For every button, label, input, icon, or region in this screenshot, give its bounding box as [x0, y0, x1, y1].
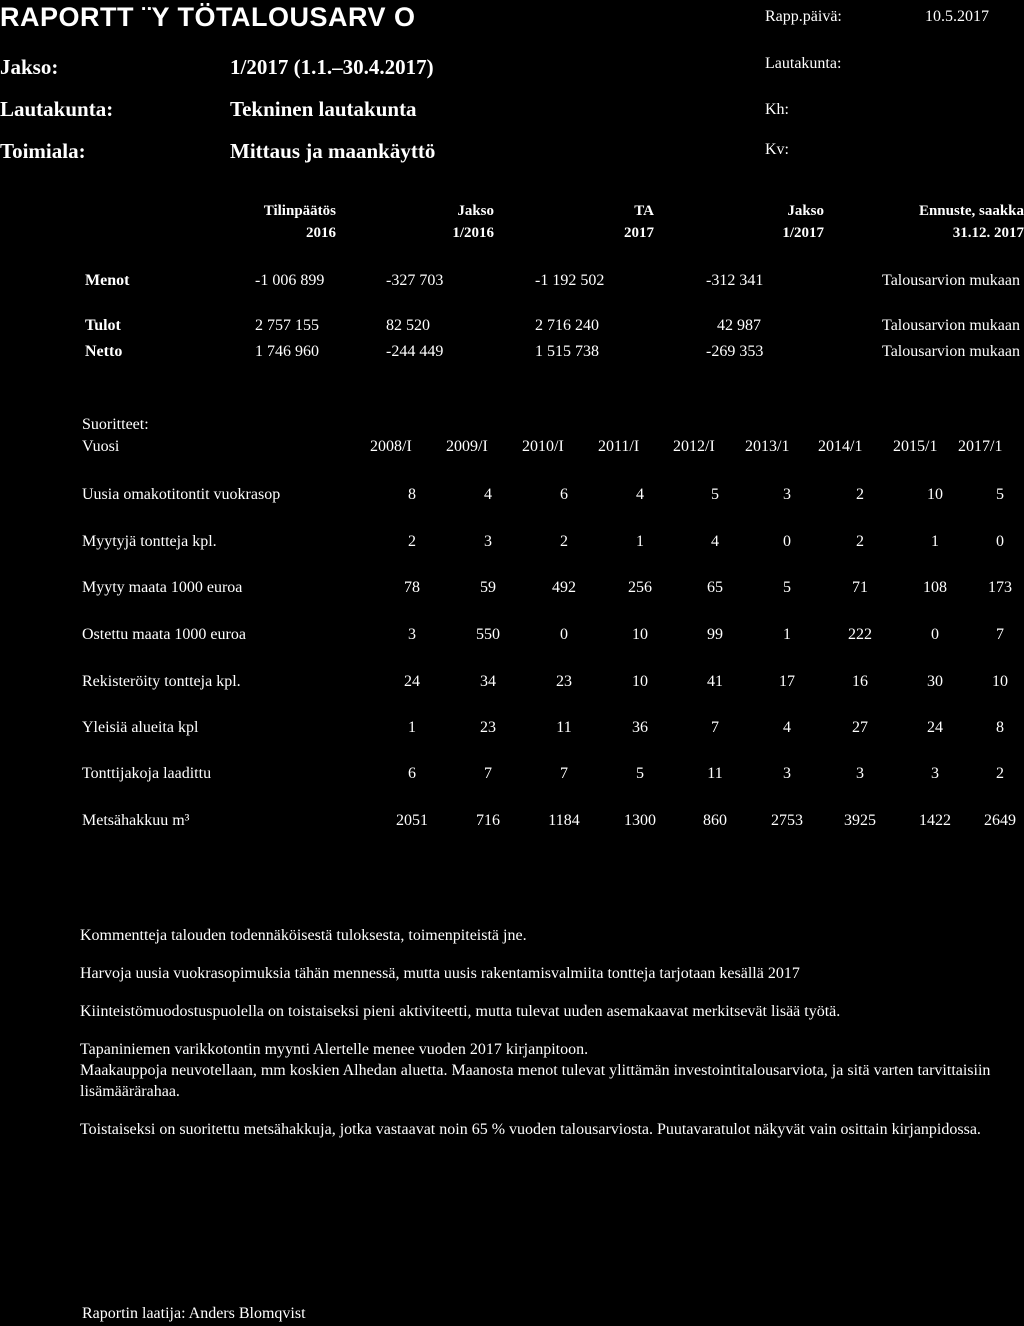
- report-date-label: Rapp.päivä:: [765, 8, 842, 25]
- performance-cell: 10: [632, 673, 648, 690]
- performance-cell: 71: [852, 579, 868, 596]
- finance-col-header-4: Jakso 1/2017: [782, 203, 824, 241]
- performance-cell: 2649: [984, 812, 1016, 829]
- performance-cell: 5: [783, 579, 791, 596]
- performance-cell: 6: [560, 486, 568, 503]
- performance-cell: 108: [923, 579, 947, 596]
- performance-cell: 550: [476, 626, 500, 643]
- performance-cell: 4: [484, 486, 492, 503]
- performance-cell: 3: [408, 626, 416, 643]
- performance-cell: 3: [931, 765, 939, 782]
- performance-cell: 41: [707, 673, 723, 690]
- finance-row-label: Tulot: [85, 317, 121, 334]
- performance-cell: 3: [484, 533, 492, 550]
- finance-col-header-2: Jakso 1/2016: [452, 203, 494, 241]
- performance-cell: 78: [404, 579, 420, 596]
- performance-cell: 0: [931, 626, 939, 643]
- performance-year-header: 2013/1: [745, 438, 790, 455]
- performance-cell: 24: [927, 719, 943, 736]
- finance-cell: -327 703: [386, 272, 444, 289]
- performance-year-header: 2015/1: [893, 438, 938, 455]
- comment-paragraph: Toistaiseksi on suoritettu metsähakkuja, jotka vastaavat noin 65 % vuoden talousarviosta. Puutavaratulot näkyvät vain osittain kirjanpidossa.: [80, 1121, 981, 1138]
- performance-cell: 3925: [844, 812, 876, 829]
- performance-cell: 1: [931, 533, 939, 550]
- performance-cell: 10: [632, 626, 648, 643]
- board-label: Lautakunta:: [0, 97, 114, 121]
- performance-cell: 2: [856, 486, 864, 503]
- performance-row-label: Uusia omakotitontit vuokrasop: [82, 486, 281, 503]
- performance-cell: 4: [783, 719, 791, 736]
- performance-cell: 2: [856, 533, 864, 550]
- performance-cell: 17: [779, 673, 795, 690]
- performance-cell: 4: [636, 486, 644, 503]
- performance-cell: 222: [848, 626, 872, 643]
- performance-year-header: 2011/I: [598, 438, 640, 455]
- performance-cell: 1: [636, 533, 644, 550]
- performance-cell: 27: [852, 719, 868, 736]
- performance-cell: 30: [927, 673, 943, 690]
- meta-board-label: Lautakunta:: [765, 55, 842, 72]
- period-label: Jakso:: [0, 55, 59, 79]
- performance-cell: 59: [480, 579, 496, 596]
- performance-year-header: 2017/1: [958, 438, 1003, 455]
- sector-value: Mittaus ja maankäyttö: [230, 139, 436, 163]
- performance-cell: 0: [560, 626, 568, 643]
- finance-cell: Talousarvion mukaan: [882, 343, 1020, 360]
- performance-cell: 24: [404, 673, 420, 690]
- performance-row-label: Yleisiä alueita kpl: [82, 719, 199, 736]
- performance-cell: 34: [480, 673, 496, 690]
- finance-cell: Talousarvion mukaan: [882, 272, 1020, 289]
- performance-year-header: 2012/I: [673, 438, 715, 455]
- performance-year-label: Vuosi: [82, 438, 120, 455]
- performance-cell: 65: [707, 579, 723, 596]
- finance-cell: 2 757 155: [255, 317, 319, 334]
- performance-cell: 8: [996, 719, 1004, 736]
- performance-year-header: 2008/I: [370, 438, 412, 455]
- meta-kv-label: Kv:: [765, 141, 789, 158]
- finance-cell: -312 341: [706, 272, 764, 289]
- performance-cell: 5: [636, 765, 644, 782]
- finance-cell: -269 353: [706, 343, 764, 360]
- performance-row-label: Metsähakkuu m³: [82, 812, 190, 829]
- performance-year-header: 2009/I: [446, 438, 488, 455]
- performance-cell: 10: [927, 486, 943, 503]
- performance-cell: 1300: [624, 812, 656, 829]
- meta-kh-label: Kh:: [765, 101, 789, 118]
- performance-row-label: Ostettu maata 1000 euroa: [82, 626, 246, 643]
- comment-paragraph: Maakauppoja neuvotellaan, mm koskien Alhedan aluetta. Maanosta menot tulevat ylittämän investointitalousarviota, ja sitä varten tarvittaisiin lisämäärärahaa.: [80, 1062, 991, 1100]
- performance-cell: 3: [783, 486, 791, 503]
- finance-cell: -1 006 899: [255, 272, 325, 289]
- performance-cell: 3: [856, 765, 864, 782]
- performance-heading: Suoritteet:: [82, 416, 149, 433]
- finance-cell: 42 987: [717, 317, 761, 334]
- performance-row-label: Tonttijakoja laadittu: [82, 765, 212, 782]
- performance-cell: 8: [408, 486, 416, 503]
- performance-cell: 6: [408, 765, 416, 782]
- comment-paragraph: Tapaniniemen varikkotontin myynti Alertelle menee vuoden 2017 kirjanpitoon.: [80, 1041, 589, 1058]
- performance-cell: 1422: [919, 812, 951, 829]
- comments-section: [80, 925, 1000, 1157]
- performance-cell: 7: [711, 719, 719, 736]
- performance-cell: 256: [628, 579, 652, 596]
- finance-cell: -1 192 502: [535, 272, 605, 289]
- performance-cell: 2: [408, 533, 416, 550]
- performance-cell: 10: [992, 673, 1008, 690]
- finance-cell: -244 449: [386, 343, 444, 360]
- performance-cell: 11: [707, 765, 723, 782]
- performance-cell: 2051: [396, 812, 428, 829]
- finance-cell: Talousarvion mukaan: [882, 317, 1020, 334]
- performance-cell: 2753: [771, 812, 803, 829]
- performance-cell: 3: [783, 765, 791, 782]
- performance-cell: 1: [783, 626, 791, 643]
- performance-year-header: 2014/1: [818, 438, 863, 455]
- performance-cell: 23: [480, 719, 496, 736]
- finance-cell: 82 520: [386, 317, 430, 334]
- performance-cell: 2: [560, 533, 568, 550]
- performance-cell: 1: [408, 719, 416, 736]
- finance-row-label: Menot: [85, 272, 130, 289]
- performance-year-header: 2010/I: [522, 438, 564, 455]
- comment-paragraph: Kommentteja talouden todennäköisestä tuloksesta, toimenpiteistä jne.: [80, 927, 527, 944]
- performance-row-label: Myyty maata 1000 euroa: [82, 579, 243, 596]
- performance-cell: 7: [560, 765, 568, 782]
- performance-cell: 11: [556, 719, 572, 736]
- performance-cell: 16: [852, 673, 868, 690]
- performance-cell: 5: [711, 486, 719, 503]
- finance-col-header-1: Tilinpäätös 2016: [263, 203, 336, 241]
- comment-paragraph: Harvoja uusia vuokrasopimuksia tähän mennessä, mutta uusis rakentamisvalmiita tontteja tarjotaan kesällä 2017: [80, 965, 800, 982]
- performance-cell: 0: [783, 533, 791, 550]
- finance-col-header-3: TA 2017: [624, 203, 654, 241]
- performance-cell: 860: [703, 812, 727, 829]
- report-date-value: 10.5.2017: [925, 8, 989, 25]
- board-value: Tekninen lautakunta: [230, 97, 417, 121]
- period-value: 1/2017 (1.1.–30.4.2017): [230, 55, 434, 79]
- finance-cell: 1 515 738: [535, 343, 599, 360]
- finance-row-label: Netto: [85, 343, 123, 360]
- performance-cell: 4: [711, 533, 719, 550]
- performance-cell: 1184: [548, 812, 580, 829]
- performance-cell: 7: [996, 626, 1004, 643]
- report-title: RAPORTT ¨Y TÖTALOUSARV O: [0, 2, 416, 32]
- performance-row-label: Rekisteröity tontteja kpl.: [82, 673, 241, 690]
- performance-cell: 2: [996, 765, 1004, 782]
- performance-cell: 0: [996, 533, 1004, 550]
- performance-cell: 7: [484, 765, 492, 782]
- sector-label: Toimiala:: [0, 139, 86, 163]
- performance-cell: 173: [988, 579, 1012, 596]
- performance-row-label: Myytyjä tontteja kpl.: [82, 533, 217, 550]
- performance-cell: 5: [996, 486, 1004, 503]
- finance-cell: 1 746 960: [255, 343, 319, 360]
- performance-cell: 23: [556, 673, 572, 690]
- performance-cell: 36: [632, 719, 648, 736]
- finance-col-header-5: Ennuste, saakka 31.12. 2017: [918, 203, 1024, 241]
- report-author: Raportin laatija: Anders Blomqvist: [82, 1305, 306, 1322]
- performance-cell: 492: [552, 579, 576, 596]
- finance-cell: 2 716 240: [535, 317, 599, 334]
- performance-cell: 716: [476, 812, 500, 829]
- comment-paragraph: Kiinteistömuodostuspuolella on toistaiseksi pieni aktiviteetti, mutta tulevat uuden asemakaavat merkitsevät lisää työtä.: [80, 1003, 841, 1020]
- performance-cell: 99: [707, 626, 723, 643]
